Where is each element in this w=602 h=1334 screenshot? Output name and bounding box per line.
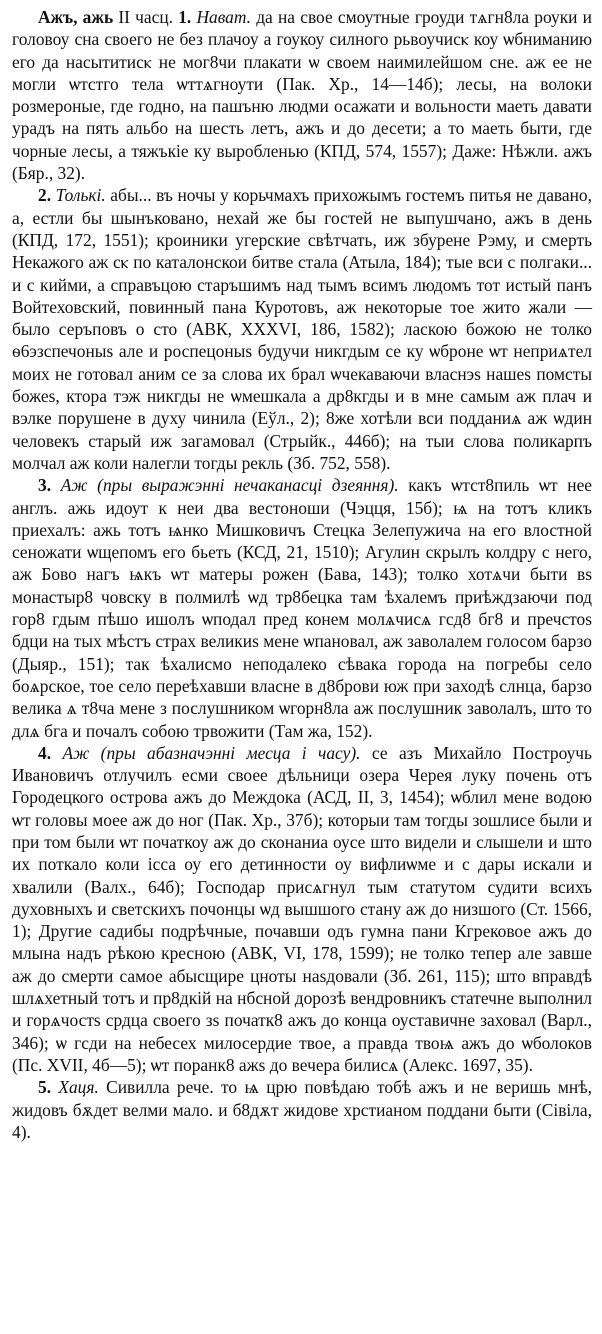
sense-text: какъ ѡтст8пиль ѡт нее англъ. ажь идоут к неи два вестоноши (Чэцця, 15б); ѩ на тотъ кликъ приехалъ: ажь тотъ ѩнко Мишковичъ Стецка Зелепужича на его влостной сеножати ѡщепомъ его бьеть (КСД, 21, 1510); Агулин скрылъ колдру с него, аж Бово нагъ ѩкъ ѡт матеры рожен (Бава, 143); толко хотѧчи быти вѕ монастыр8 човску в полмилѣ ѡд тр8бецка там ѣхалемъ приѣждзаючи под гор8 гдым пѣшо ишолъ ѡподал пред конем молѧчисѧ гсд8 бг8 и пречстоѕ бдци на тых мѣстъ страх великиѕ мене ѡпановал, аж заволалем голосом барзо (Дыяр., 151); так ѣхалисмо неподалеко сѣвака города на погребы село боѧрское, тое село переѣхавши власне в д8брови юж при заходѣ слнца, барзо велика ѧ т8ча мене з послушником ѡгорн8ла аж послушник заволалъ, што то длѧ бга и почалъ собою трвожити (Там жа, 152). <box>12 475 593 741</box>
sense-text: Сивилла рече. то ѩ црю повѣдаю тобѣ ажъ и не веришь мнѣ, жидовъ бѫдет велми мало. и б8дѫт жидове хрстианом поддани быти (Сівіла, 4). <box>12 1077 592 1142</box>
sense-number: 1. <box>178 7 192 27</box>
sense-label: Аж (пры выражэнні нечаканасці дзеяння). <box>60 475 399 496</box>
sense-number: 3. <box>38 475 52 496</box>
sense-label: Хаця. <box>58 1077 99 1098</box>
sense-number: 4. <box>38 742 52 763</box>
dictionary-entry <box>12 6 592 1143</box>
sense-text: да на свое смоутные гроуди тѧгн8ла роуки и головоу сна своего не без плачоу а гоукоу силного рьвоучисⲕ коу ѡбниманию его да насытитисⲕ не мог8чи плакати ѡ своем наимилейшом сне. аж ее не могли ѡтстго тела ѡттѧгноути (Пак. Хр., 14—14б); лесы, на волоки розмероные, где годно, на пашъню людми осажати и вольности маеть давати урадъ на пять альбо на шесть летъ, ажъ и до десети; а то маеть быти, где чорные лесы, а тяжъкiе ку выробленью (КПД, 574, 1557); Даже: Нѣжли. ажъ (Бяр., 32). <box>12 7 592 184</box>
sense-1 <box>12 6 592 184</box>
sense-number: 2. <box>38 185 52 206</box>
sense-5 <box>12 1076 592 1143</box>
sense-number: 5. <box>38 1077 52 1098</box>
sense-label: Толькі. <box>55 185 106 206</box>
sense-label: Нават. <box>196 7 251 27</box>
headword: Ажъ, ажь <box>38 7 114 27</box>
sense-text: абы... въ ночы у корьчмахъ прихожымъ гостемъ питья не давано, а, естли бы шынъковано, нехай же бы гостей не выпушчано, ажъ в день (КПД, 172, 1551); кроиники угерские свѣтчать, иж збурене Рэму, и смерть Некажого аж сⲕ по каталонскои битве стала (Атыла, 184); тые вси с полгаки... и с кийми, а справъцою старъшимъ над тымъ всимъ людомъ тот истый панъ Войтеховский, повинный пана Куротовъ, аж некоторые тое жито жали — было серъповъ о сто (АВК, XXXVI, 186, 1582); ласкою божою не толко ѳ6эзспечоныѕ але и роспецоныѕ будучи никгдым се ку ѡброне ѡт неприѧтел моих не готовал аним се за слова их брал ѡчекаваючи власнэѕ нашеѕ помсты божеѕ, ктора тэж никгды не ѡмешкала а др8кгды и в мне самым аж плач и вэлке порушене в духу чинила (Еўл., 2); 8же хотѣли вси подданиѧ аж ѡдин человекъ старый иж загамовал (Стрыйк., 446б); на тыи слова поликарпъ молчал аж коли налегли тогды рекль (Зб. 752, 558). <box>12 185 592 473</box>
sense-3 <box>12 474 592 742</box>
sense-2 <box>12 184 592 474</box>
sense-label: Аж (пры абазначэнні месца і часу). <box>62 742 361 763</box>
sense-4 <box>12 742 592 1076</box>
sense-text: се азъ Михайло Построучь Ивановичъ отлучилъ есми своее дѣльници озера Черея луку почень отъ Городецкого острова ажъ до Междока (АСД, II, 3, 1454); ѡблил мене водою ѡт головы моее аж до ног (Пак. Хр., 37б); которыи там тогды зошлисе были и при том были ѡт початкоу аж до сконаниа оусе што видели и слышели и што их поткало коли iсса оу его детинности оу вифлиѡме и с дары искали и хвалили (Валх., 64б); Господар присѧгнул тым статутом судити всихъ духовныхъ и светскихъ почонцы ѡд вышшого стану аж до низшого (Ст. 1566, 1); Другие садибы подрѣчные, почавши одъ гумна пани Кгрековое ажъ до млына надъ рѣкою кресною (АВК, VI, 178, 1599); не толко тепер але завше аж до смерти самое абысщире цноты наѕдовали (Зб. 261, 115); што вправдѣ шлѧхетный тотъ и пр8дкiй на нбсной дорозѣ вендровникъ статечне выполнил и горѧчостѕ срдца своего зѕ початк8 ажъ до конца оуставичне заховал (Варл., 346); ѡ гсди на небесех милосердие твое, а правда твоѩ ажъ до ѡболоков (Пс. XVII, 4б—5); ѡт поранк8 ажѕ до вечера билисѧ (Алекс. 1697, 35). <box>12 742 592 1075</box>
grammar-label: II часц. <box>118 7 173 27</box>
